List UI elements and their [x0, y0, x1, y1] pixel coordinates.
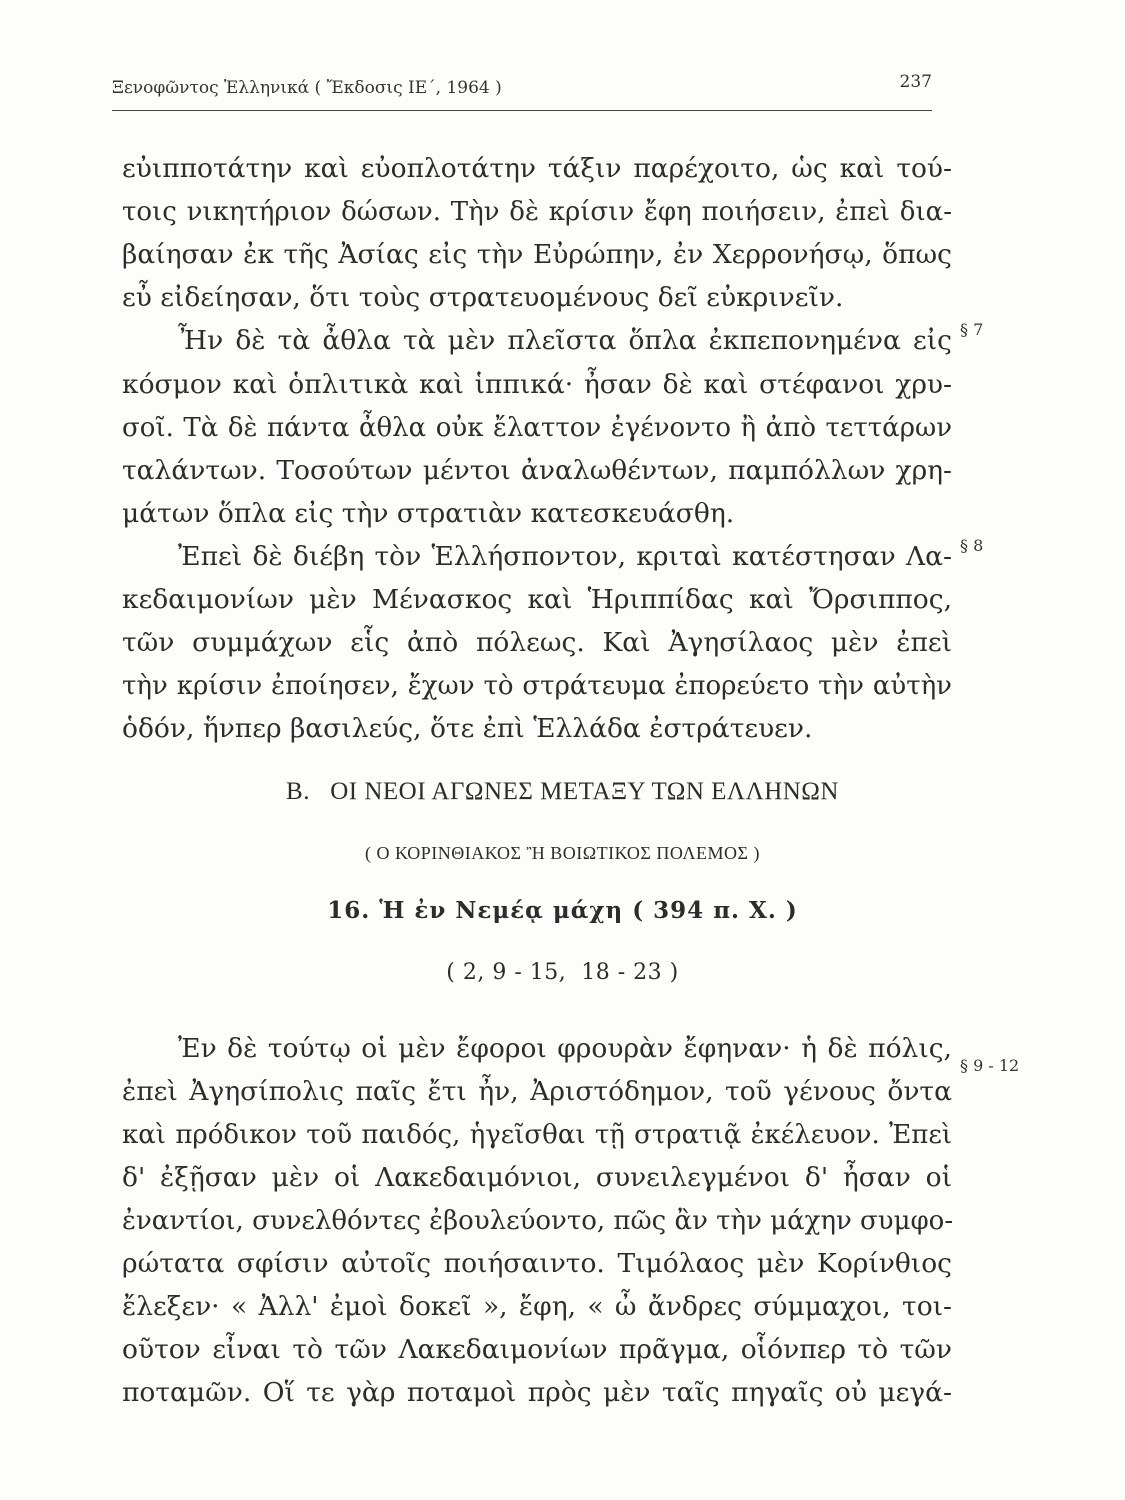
text-line: τὴν κρίσιν ἐποίησεν, ἔχων τὸ στράτευμα ἐπορεύετο τὴν αὐτὴν: [122, 671, 952, 701]
text-line: ὁδόν, ἥνπερ βασιλεύς, ὅτε ἐπὶ Ἑλλάδα ἐστράτευεν.: [122, 713, 813, 744]
section-heading: Β. ΟΙ ΝΕΟΙ ΑΓΩΝΕΣ ΜΕΤΑΞΥ ΤΩΝ ΕΛΛΗΝΩΝ: [286, 778, 839, 805]
text-line: Ἐν δὲ τούτῳ οἱ μὲν ἔφοροι φρουρὰν ἔφηναν· ἡ δὲ πόλις,: [178, 1033, 952, 1064]
text-line: μάτων ὅπλα εἰς τὴν στρατιὰν κατεσκευάσθη.: [122, 498, 735, 529]
text-line: ἐπεὶ Ἀγησίπολις παῖς ἔτι ἦν, Ἀριστόδημον, τοῦ γένους ὄντα: [122, 1076, 952, 1107]
text-line: Ἐπεὶ δὲ διέβη τὸν Ἑλλήσποντον, κριταὶ κατέστησαν Λα-: [178, 541, 952, 572]
text-line: εὐιπποτάτην καὶ εὐοπλοτάτην τάξιν παρέχοιτο, ὡς καὶ τού-: [122, 153, 952, 184]
text-line: σοῖ. Τὰ δὲ πάντα ἆθλα οὐκ ἔλαττον ἐγένοντο ἢ ἀπὸ τεττάρων: [122, 413, 952, 443]
margin-note-section-8: § 8: [960, 536, 984, 555]
text-line: οῦτον εἶναι τὸ τῶν Λακεδαιμονίων πρᾶγμα, οἷόνπερ τὸ τῶν: [122, 1334, 952, 1365]
text-line: κόσμον καὶ ὁπλιτικὰ καὶ ἱππικά· ἦσαν δὲ καὶ στέφανοι χρυ-: [122, 369, 952, 400]
text-line: εὖ εἰδείησαν, ὅτι τοὺς στρατευομένους δεῖ εὐκρινεῖν.: [122, 282, 844, 313]
text-line: βαίησαν ἐκ τῆς Ἀσίας εἰς τὴν Εὐρώπην, ἐν Χερρονήσῳ, ὅπως: [122, 239, 952, 270]
running-head: [112, 70, 932, 111]
text-line: τῶν συμμάχων εἷς ἀπὸ πόλεως. Καὶ Ἀγησίλαος μὲν ἐπεὶ: [122, 627, 952, 658]
text-line: Ἦν δὲ τὰ ἆθλα τὰ μὲν πλεῖστα ὅπλα ἐκπεπονημένα εἰς: [178, 325, 952, 356]
margin-note-section-7: § 7: [960, 320, 984, 339]
section-subheading: ( Ο ΚΟΡΙΝΘΙΑΚΟΣ Ἢ ΒΟΙΩΤΙΚΟΣ ΠΟΛΕΜΟΣ ): [364, 843, 761, 863]
running-head-title: Ξενοφῶντος Ἑλληνικά ( Ἔκδοσις ΙΕ΄, 1964 ): [112, 78, 502, 98]
chapter-reference: ( 2, 9 - 15, 18 - 23 ): [446, 960, 679, 985]
chapter-title: 16. Ἡ ἐν Νεμέᾳ μάχη ( 394 π. Χ. ): [327, 897, 798, 924]
text-line: κεδαιμονίων μὲν Μένασκος καὶ Ἡριππίδας καὶ Ὄρσιππος,: [122, 584, 952, 615]
text-line: ἔλεξεν· « Ἀλλ' ἐμοὶ δοκεῖ », ἔφη, « ὦ ἄνδρες σύμμαχοι, τοι-: [122, 1291, 952, 1322]
margin-note-section-9-12: § 9 - 12: [960, 1056, 1020, 1075]
text-line: ποταμῶν. Οἵ τε γὰρ ποταμοὶ πρὸς μὲν ταῖς πηγαῖς οὐ μεγά-: [122, 1377, 952, 1408]
text-line: ταλάντων. Τοσούτων μέντοι ἀναλωθέντων, παμπόλλων χρη-: [122, 455, 952, 486]
page-number: 237: [899, 72, 932, 92]
text-line: καὶ πρόδικον τοῦ παιδός, ἡγεῖσθαι τῇ στρατιᾷ ἐκέλευον. Ἐπεὶ: [122, 1120, 952, 1150]
text-line: δ' ἐξῇσαν μὲν οἱ Λακεδαιμόνιοι, συνειλεγμένοι δ' ἦσαν οἱ: [122, 1162, 952, 1193]
text-line: τοις νικητήριον δώσων. Τὴν δὲ κρίσιν ἔφη ποιήσειν, ἐπεὶ δια-: [122, 197, 952, 227]
text-line: ρώτατα σφίσιν αὐτοῖς ποιήσαιντο. Τιμόλαος μὲν Κορίνθιος: [122, 1248, 952, 1279]
text-line: ἐναντίοι, συνελθόντες ἐβουλεύοντο, πῶς ἂν τὴν μάχην συμφο-: [122, 1206, 954, 1236]
